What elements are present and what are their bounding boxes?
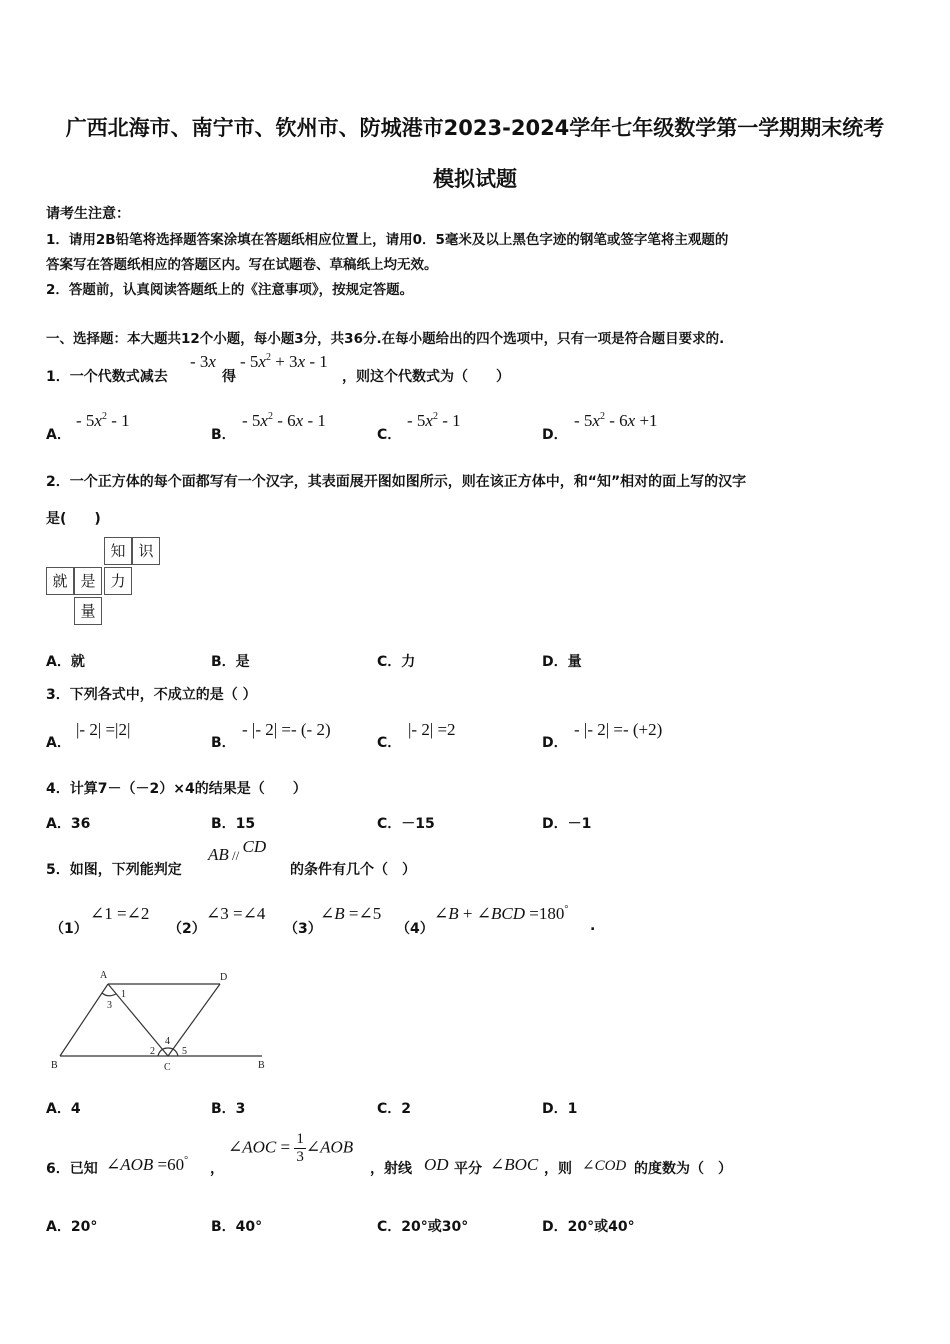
q5-option-d: D．1 xyxy=(542,1101,578,1117)
angle-5-label: 5 xyxy=(182,1046,187,1057)
line-ab xyxy=(60,984,108,1056)
q3-option-d-expr: - |- 2| =- (+2) xyxy=(574,720,663,739)
cube-net-cell: 量 xyxy=(74,597,102,625)
q6-option-c: C．20°或30° xyxy=(377,1219,469,1235)
q1-option-d-expr: - $5x^2 - 6x +1$ xyxy=(574,411,658,430)
q3-option-c-label: C． xyxy=(377,735,402,751)
q4-stem: 4．计算7－（－2）×4的结果是（ ） xyxy=(46,781,307,797)
point-e-label: B xyxy=(258,1060,265,1071)
cube-net-cell: 是 xyxy=(74,567,102,595)
q6-expr-od: OD xyxy=(424,1155,449,1174)
q1-expr-result: - $5x^2 + 3x - 1$ xyxy=(240,352,328,371)
q1-stem-part3: ，则这个代数式为（ ） xyxy=(342,369,510,385)
angle-arc-c xyxy=(158,1048,178,1056)
cube-net-cell: 知 xyxy=(104,537,132,565)
q3-option-d-label: D． xyxy=(542,735,568,751)
q6-expr-aob-60: ∠AOB =60° xyxy=(106,1155,189,1174)
q1-stem-part2: 得 xyxy=(222,369,236,385)
point-c-label: C xyxy=(164,1062,171,1073)
point-a-label: A xyxy=(100,970,108,981)
q3-option-c-expr: |- 2| =2 xyxy=(408,720,456,739)
q3-stem: 3．下列各式中，不成立的是（ ） xyxy=(46,687,257,703)
angle-4-label: 4 xyxy=(165,1036,170,1047)
q5-condition-4-expr: ∠B + ∠BCD =180° xyxy=(434,904,569,923)
notice-item-1b: 答案写在答题纸相应的答题区内。写在试题卷、草稿纸上均无效。 xyxy=(46,257,438,273)
cube-net-cell: 力 xyxy=(104,567,132,595)
notice-item-1a: 1．请用2B铅笔将选择题答案涂填在答题纸相应位置上，请用0．5毫米及以上黑色字迹的钢笔或签字笔将主观题的 xyxy=(46,232,729,248)
q6-option-b: B．40° xyxy=(211,1219,263,1235)
q6-stem-part1: 6．已知 xyxy=(46,1161,98,1177)
q6-stem-part2: ， xyxy=(210,1161,224,1177)
q6-stem-part6: 的度数为（ ） xyxy=(634,1161,732,1177)
q3-option-b-expr: - |- 2| =- (- 2) xyxy=(242,720,331,739)
q5-option-a: A．4 xyxy=(46,1101,81,1117)
q2-option-b: B．是 xyxy=(211,654,250,670)
q1-option-d-label: D． xyxy=(542,427,568,443)
q1-stem-part1: 1．一个代数式减去 xyxy=(46,369,168,385)
q2-option-a: A．就 xyxy=(46,654,85,670)
q2-stem-line2: 是( ) xyxy=(46,511,101,527)
point-d-label: D xyxy=(220,972,228,983)
line-dc xyxy=(168,984,220,1056)
q6-expr-aoc-fraction: ∠AOC = $\frac{1}{3}$ ∠AOB xyxy=(228,1131,354,1165)
q4-option-c: C．－15 xyxy=(377,816,435,832)
q5-condition-2-expr: ∠3 =∠4 xyxy=(206,904,266,923)
q4-option-b: B．15 xyxy=(211,816,256,832)
q6-expr-cod: ∠COD xyxy=(582,1158,627,1174)
q5-condition-2-label: （2） xyxy=(168,921,206,937)
q5-condition-3-expr: ∠B =∠5 xyxy=(320,904,382,923)
q4-option-d: D．－1 xyxy=(542,816,592,832)
q5-expr-ab-parallel-cd: AB // CD xyxy=(208,837,267,864)
q6-stem-part3: ，射线 xyxy=(370,1161,412,1177)
q2-option-c: C．力 xyxy=(377,654,416,670)
section-1-heading: 一、选择题：本大题共12个小题，每小题3分，共36分.在每小题给出的四个选项中，只有一项是符合题目要求的. xyxy=(46,331,725,347)
q5-condition-end: . xyxy=(590,918,596,934)
notice-item-2: 2．答题前，认真阅读答题纸上的《注意事项》，按规定答题。 xyxy=(46,282,414,298)
q3-option-a-label: A． xyxy=(46,735,71,751)
q5-condition-1-expr: ∠1 =∠2 xyxy=(90,904,150,923)
angle-arc-a xyxy=(102,993,116,996)
q1-option-b-label: B． xyxy=(211,427,236,443)
q1-option-a-expr: - $5x^2 - 1$ xyxy=(76,411,130,430)
q1-option-b-expr: - $5x^2 - 6x - 1$ xyxy=(242,411,326,430)
q5-condition-4-label: （4） xyxy=(396,921,434,937)
q3-option-b-label: B． xyxy=(211,735,236,751)
q5-option-b: B．3 xyxy=(211,1101,246,1117)
q1-option-c-label: C． xyxy=(377,427,402,443)
q1-option-a-label: A． xyxy=(46,427,71,443)
q6-stem-part4: 平分 xyxy=(454,1161,482,1177)
point-b-label: B xyxy=(51,1060,58,1071)
q5-option-c: C．2 xyxy=(377,1101,412,1117)
q5-stem-part2: 的条件有几个（ ） xyxy=(290,862,416,878)
q6-stem-part5: ，则 xyxy=(544,1161,572,1177)
angle-3-label: 3 xyxy=(107,1000,112,1011)
q2-stem-line1: 2．一个正方体的每个面都写有一个汉字，其表面展开图如图所示，则在该正方体中，和“知”相对的面上写的汉字 xyxy=(46,474,747,490)
q1-option-c-expr: - $5x^2 - 1$ xyxy=(407,411,461,430)
q6-option-a: A．20° xyxy=(46,1219,98,1235)
exam-title-line1: 广西北海市、南宁市、钦州市、防城港市2023-2024学年七年级数学第一学期期末统考 xyxy=(65,116,885,140)
notice-heading: 请考生注意： xyxy=(46,206,130,222)
q1-expr-minus3x: - 3x xyxy=(190,352,216,371)
cube-net-figure xyxy=(44,537,166,629)
q5-stem-part1: 5．如图，下列能判定 xyxy=(46,862,182,878)
q6-expr-boc: ∠BOC xyxy=(490,1155,539,1174)
q5-parallelogram-figure xyxy=(46,966,276,1078)
cube-net-cell: 就 xyxy=(46,567,74,595)
cube-net-cell: 识 xyxy=(132,537,160,565)
q4-option-a: A．36 xyxy=(46,816,91,832)
q2-option-d: D．量 xyxy=(542,654,582,670)
q5-condition-3-label: （3） xyxy=(284,921,322,937)
q6-option-d: D．20°或40° xyxy=(542,1219,635,1235)
line-ac xyxy=(108,984,168,1056)
q5-condition-1-label: （1） xyxy=(50,921,88,937)
angle-1-label: 1 xyxy=(121,989,126,1000)
angle-2-label: 2 xyxy=(150,1046,155,1057)
q3-option-a-expr: |- 2| =|2| xyxy=(76,720,131,739)
exam-title-line2: 模拟试题 xyxy=(433,167,517,191)
